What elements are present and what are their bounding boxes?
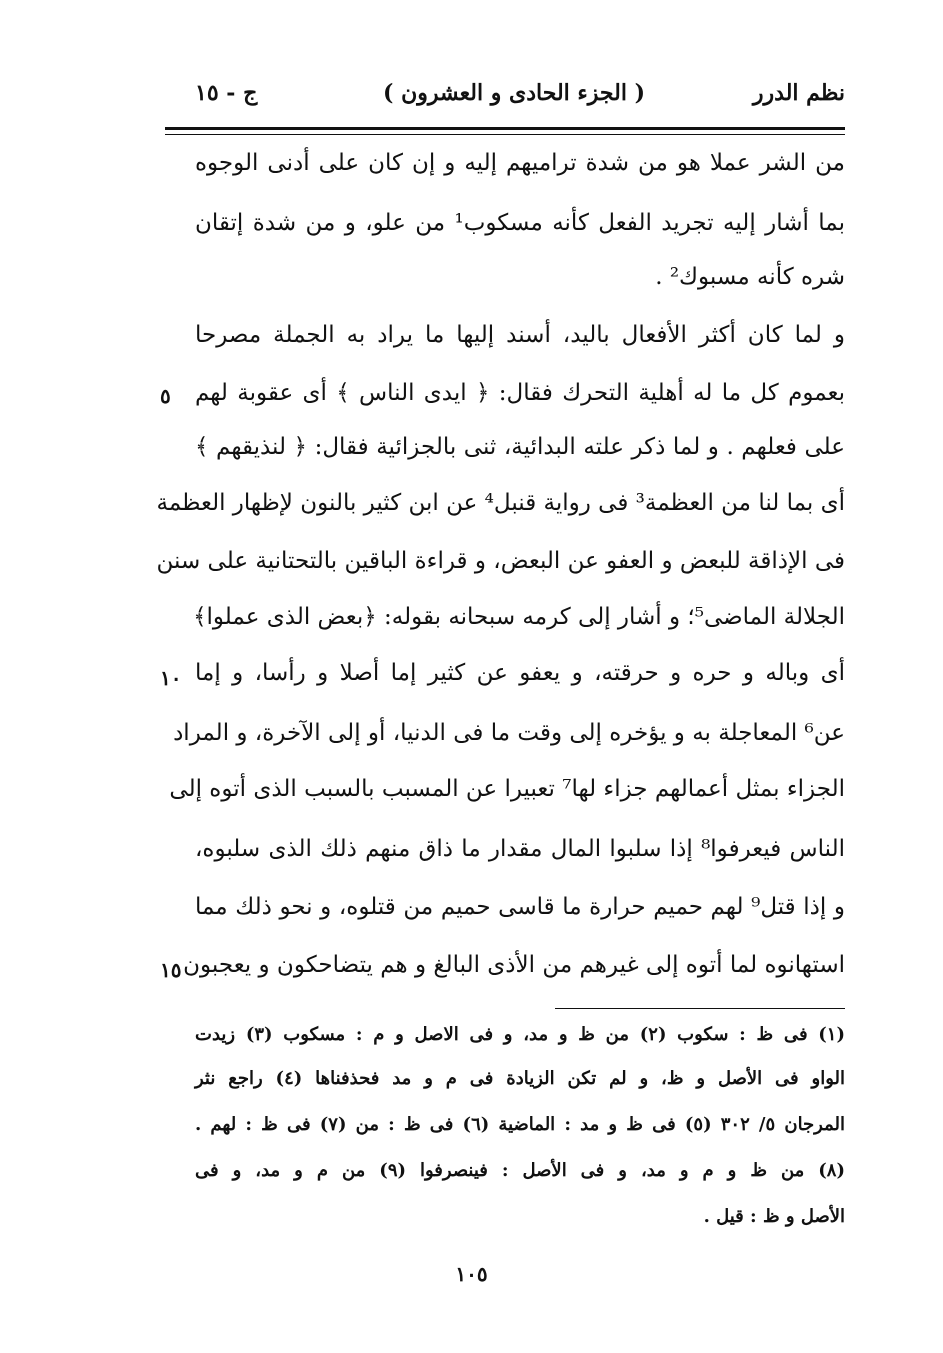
- body-line: الجزاء بمثل أعمالهم جزاء لها⁷ تعبيرا عن المسبب بالسبب الذى أتوه إلى: [169, 776, 845, 802]
- body-line: عن⁶ المعاجلة به و يؤخره إلى وقت ما فى الدنيا، أو إلى الآخرة، و المراد: [173, 720, 845, 746]
- line-number: ١٥: [160, 958, 182, 982]
- footnote-line: الواو فى الأصل و ظ، و لم تكن الزيادة فى م و مد فحذفناها (٤) راجع نثر: [195, 1068, 845, 1089]
- header-rule-thin: [165, 134, 845, 135]
- body-line: الناس فيعرفوا⁸ إذا سلبوا المال مقدار ما ذاق منهم ذلك الذى سلبوه،: [195, 836, 845, 862]
- volume-number: ج - ١٥: [195, 80, 258, 106]
- line-number: ١٠: [160, 666, 182, 690]
- body-line: استهانوه لما أتوه إلى غيرهم من الأذى البالغ و هم يتضاحكون و يعجبون: [183, 952, 845, 978]
- footnote-line: (١) فى ظ : سكوب (٢) من ظ و مد، و فى الاصل و م : مسكوب (٣) زيدت: [195, 1024, 845, 1045]
- body-line: الجلالة الماضى⁵؛ و أشار إلى كرمه سبحانه بقوله: ﴿بعض الذى عملوا﴾: [193, 604, 845, 630]
- footnote-rule: [555, 1008, 845, 1009]
- footnote-line: (٨) من ظ و م و مد، و فى الأصل : فينصرفوا (٩) من م و مد، و فى: [195, 1160, 845, 1181]
- body-line: و لما كان أكثر الأفعال باليد، أسند إليها ما يراد به الجملة مصرحا: [195, 322, 845, 348]
- running-header: [165, 80, 845, 120]
- footnote-line: الأصل و ظ : قيل .: [703, 1206, 845, 1227]
- page-number: ١٠٥: [455, 1262, 488, 1286]
- header-rule-thick: [165, 127, 845, 130]
- body-line: بعموم كل ما له أهلية التحرك فقال: ﴿ ايدى الناس ﴾ أى عقوبة لهم: [195, 380, 845, 406]
- line-number: ٥: [160, 384, 171, 408]
- body-line: أى وباله و حره و حرقته، و يعفو عن كثير إما أصلا و رأسا، و إما: [195, 660, 845, 686]
- body-line: و إذا قتل⁹ لهم حميم حرارة ما قاسى حميم من قتلوه، و نحو ذلك مما: [195, 894, 845, 920]
- body-line: شره كأنه مسبوك² .: [655, 264, 845, 290]
- body-line: من الشر عملا هو من شدة ترامیهم إليه و إن كان على أدنى الوجوه: [195, 150, 845, 176]
- footnote-line: المرجان ٥/ ٣٠٢ (٥) فى ظ و مد : الماضية (٦) فى ظ : من (٧) فى ظ : لهم .: [195, 1114, 846, 1135]
- body-line: بما أشار إليه تجريد الفعل كأنه مسكوب¹ من علو، و من شدة إتقان: [195, 210, 845, 236]
- book-title: نظم الدرر: [752, 80, 845, 106]
- part-title: ( الجزء الحادى و العشرون ): [383, 80, 645, 106]
- body-line: فى الإذاقة للبعض و العفو عن البعض، و قراءة الباقين بالتحتانية على سنن: [156, 548, 845, 574]
- body-line: على فعلهم . و لما ذكر علته البدائية، ثنى بالجزائية فقال: ﴿ لنذيقهم ﴾: [195, 434, 845, 460]
- body-line: أى بما لنا من العظمة³ فى رواية قنبل⁴ عن ابن كثير بالنون لإظهار العظمة: [156, 490, 845, 516]
